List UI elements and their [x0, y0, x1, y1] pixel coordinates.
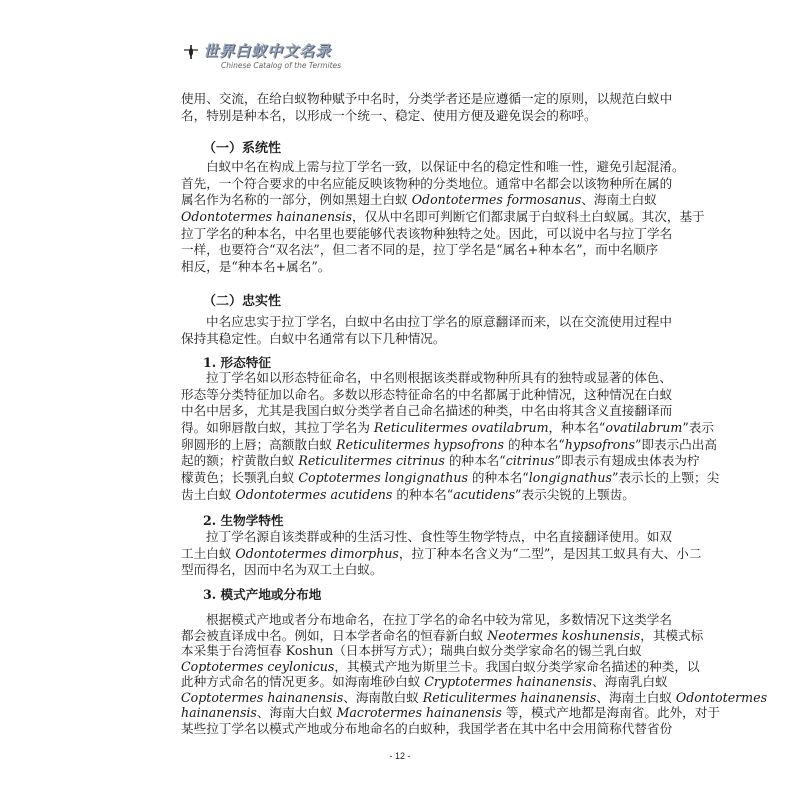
paragraph-intro — [181, 91, 673, 124]
text-line — [181, 175, 673, 193]
latin-name: Reticulitermes ovatilabrum — [373, 420, 549, 436]
text-line — [181, 192, 657, 209]
text-segment: 的种本名“ — [503, 436, 565, 452]
termite-icon — [183, 44, 199, 60]
text-line — [181, 242, 659, 259]
text-segment: 形态等分类特征加以命名。多数以形态特征命名的中名都属于此种情况，这种情况在白蚁 — [181, 386, 673, 402]
text-segment: 齿土白蚁 — [181, 486, 236, 502]
text-line — [181, 331, 615, 348]
text-segment: 本采集于台湾恒春 Koshun（日本拼写方式）；瑞典白蚁分类学家命名的锡兰乳白蚁 — [181, 643, 642, 658]
text-segment: 拉丁学名源自该类群或种的生活习性、食性等生物学特点，中名直接翻译使用。如双 — [206, 529, 672, 544]
text-segment: 拉丁学名的种本名，中名里也要能够代表该物种独特之处。因此，可以说中名与拉丁学名 — [181, 225, 673, 241]
text-segment: 名，特别是种本名，以形成一个统一、稳定、使用方便及避免误会的称呼。 — [181, 107, 597, 123]
text-segment: ”即表示凸出高 — [634, 436, 717, 452]
text-segment: 工土白蚁 — [181, 545, 236, 561]
text-line — [181, 108, 615, 125]
text-segment: 属名作为名称的一部分，例如黑翅土白蚁 — [181, 192, 412, 208]
latin-name: Coptotermes longignathus — [298, 470, 468, 486]
latin-name: Macrotermes hainanensis — [336, 705, 502, 720]
text-segment: 中名中居多，尤其是我国白蚁分类学者自己命名描述的种类，中名由将其含义直接翻译而 — [181, 403, 673, 419]
text-segment: 拉丁学名如以形态特征命名，中名则根据该类群或物种所具有的独特或显著的体色、 — [206, 370, 672, 385]
section-heading-systematic: （一）系统性 — [203, 141, 282, 156]
page-number: - 12 - — [389, 751, 411, 761]
text-segment: 得。如卵唇散白蚁，其拉丁学名为 — [181, 420, 374, 436]
text-segment: 保持其稳定性。白蚁中名通常有以下几种情况。 — [181, 330, 446, 346]
latin-name: Coptotermes hainanensis — [181, 689, 344, 705]
text-line — [181, 159, 685, 176]
latin-name: acutidens — [453, 486, 516, 502]
text-segment: ，拉丁种本名含义为“二型”，是因其工蚁具有大、小二 — [398, 545, 702, 561]
text-segment: 的种本名“ — [444, 453, 506, 469]
text-line — [181, 529, 672, 546]
text-line — [181, 612, 672, 628]
paragraph-faithfulness — [181, 314, 672, 347]
section-heading-faithfulness: （二）忠实性 — [203, 294, 282, 309]
text-segment: 此种方式命名的情况更多。如海南堆砂白蚁 — [181, 674, 425, 689]
latin-name: Neotermes koshunensis — [487, 627, 641, 643]
latin-name: hypsofrons — [564, 436, 635, 452]
text-segment: ”即表示有翅成虫体表为柠 — [554, 453, 700, 469]
text-segment: ，其模式标 — [640, 627, 704, 643]
text-segment: 的种本名“ — [392, 486, 454, 502]
text-line — [181, 225, 673, 243]
text-segment: 等，模式产地都是海南省。此外，对于 — [501, 705, 720, 720]
latin-name: Reticulitermes citrinus — [298, 453, 445, 469]
paragraph-morphology — [181, 370, 720, 504]
text-segment: ”表示尖锐的上颚齿。 — [515, 486, 635, 502]
text-line — [181, 259, 615, 276]
subheading-type-locality: 3. 模式产地或分布地 — [203, 587, 322, 602]
text-line — [181, 705, 720, 721]
text-line — [181, 403, 673, 420]
text-line — [181, 674, 668, 690]
text-segment: 首先，一个符合要求的中名应能反映该物种的分类地位。通常中名都会以该物种所在属的 — [181, 175, 673, 191]
catalog-logo — [183, 38, 383, 78]
text-segment: ，仅从中名即可判断它们都隶属于白蚁科土白蚁属。其次，基于 — [352, 209, 705, 225]
latin-name: longignathus — [528, 470, 612, 486]
paragraph-type-locality — [181, 612, 768, 736]
text-line — [181, 386, 673, 404]
subheading-morphology: 1. 形态特征 — [203, 355, 271, 370]
subheading-biology: 2. 生物学特性 — [203, 513, 284, 528]
text-segment: 型而得名，因而中名为双工土白蚁。 — [181, 562, 383, 578]
text-line — [181, 314, 672, 331]
paragraph-biology — [181, 529, 702, 579]
latin-name: Odontotermes hainanensis — [181, 209, 353, 225]
text-line — [181, 658, 700, 675]
latin-name: Cryptotermes hainanensis — [424, 674, 593, 689]
text-segment: 、海南散白蚁 — [343, 689, 423, 705]
logo-subtitle: Chinese Catalog of the Termites — [221, 61, 342, 70]
text-segment: 白蚁中名在构成上需与拉丁学名一致，以保证中名的稳定性和唯一性，避免引起混淆。 — [206, 159, 685, 174]
text-line — [181, 627, 704, 644]
latin-name: Odontotermes acutidens — [235, 486, 393, 502]
text-line — [181, 689, 768, 706]
latin-name: Coptotermes ceylonicus — [181, 658, 335, 674]
paragraph-systematic — [181, 159, 705, 276]
text-segment: 卵圆形的上唇；高额散白蚁 — [181, 436, 337, 452]
text-segment: 、海南乳白蚁 — [592, 674, 668, 689]
latin-name: citrinus — [505, 453, 555, 469]
text-line — [181, 436, 717, 454]
text-line — [181, 470, 720, 487]
text-segment: ”表示 — [682, 420, 714, 436]
latin-name: Reticulitermes hypsofrons — [336, 436, 504, 452]
text-line — [181, 420, 714, 437]
latin-name: Odontotermes formosanus — [411, 192, 582, 208]
text-line — [181, 453, 700, 470]
text-segment: 檬黄色；长颚乳白蚁 — [181, 470, 299, 486]
text-segment: ”表示长的上颚；尖 — [612, 470, 720, 486]
latin-name: Reticulitermes hainanensis — [422, 689, 597, 705]
text-segment: 、海南土白蚁 — [596, 689, 676, 705]
text-segment: ，种本名“ — [548, 420, 606, 436]
text-segment: 、海南土白蚁 — [581, 192, 657, 208]
text-segment: ，其模式产地为斯里兰卡。我国白蚁分类学家命名描述的种类，以 — [334, 658, 700, 674]
text-line — [181, 91, 673, 108]
text-line — [181, 209, 705, 226]
text-segment: 一样，也要符合“双名法”，但二者不同的是，拉丁学名是“属名+种本名”，而中名顺序 — [181, 242, 659, 258]
text-segment: 使用、交流，在给白蚁物种赋予中名时，分类学者还是应遵循一定的原则，以规范白蚁中 — [181, 91, 673, 106]
text-line — [181, 643, 642, 659]
latin-name: ovatilabrum — [605, 420, 683, 436]
latin-name: Odontotermes — [675, 689, 768, 705]
text-line — [181, 486, 635, 504]
logo-title: 世界白蚁中文名录 — [203, 42, 332, 60]
text-segment: 相反，是“种本名+属名”。 — [181, 259, 331, 275]
text-segment: 根据模式产地或者分布地命名，在拉丁学名的命名中较为常见，多数情况下这类学名 — [206, 612, 672, 627]
text-line — [181, 562, 615, 579]
text-segment: 中名应忠实于拉丁学名，白蚁中名由拉丁学名的原意翻译而来，以在交流使用过程中 — [206, 314, 672, 329]
text-segment: 某些拉丁学名以模式产地或分布地命名的白蚁种，我国学者在其中名中会用简称代替省份 — [181, 720, 673, 736]
text-line — [181, 720, 673, 737]
latin-name: hainanensis — [181, 705, 257, 720]
latin-name: Odontotermes dimorphus — [235, 545, 399, 561]
text-segment: 都会被直译成中名。例如，日本学者命名的恒春新白蚁 — [181, 627, 488, 643]
text-segment: 起的额；柠黄散白蚁 — [181, 453, 299, 469]
text-line — [181, 370, 672, 387]
text-segment: 的种本名“ — [467, 470, 529, 486]
text-line — [181, 545, 702, 563]
text-segment: 、海南大白蚁 — [256, 705, 337, 720]
